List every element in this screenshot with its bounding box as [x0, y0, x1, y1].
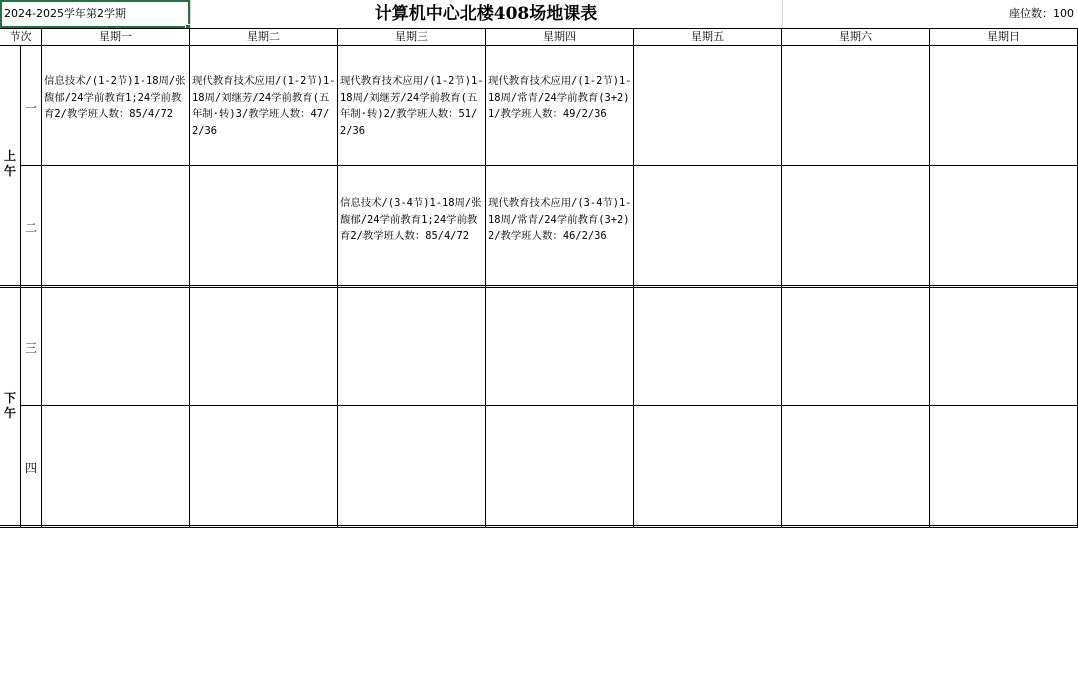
schedule-cell[interactable]	[42, 406, 189, 525]
schedule-cell[interactable]	[782, 166, 929, 285]
schedule-cell[interactable]	[190, 166, 337, 285]
schedule-cell[interactable]	[634, 46, 781, 165]
schedule-cell[interactable]: 现代教育技术应用/(1-2节)1-18周/刘继芳/24学前教育(五年制·转)2/教学班人数：51/2/36	[340, 75, 484, 137]
schedule-cell[interactable]	[338, 406, 485, 525]
schedule-cell[interactable]	[782, 406, 929, 525]
schedule-cell[interactable]: 现代教育技术应用/(1-2节)1-18周/刘继芳/24学前教育(五年制·转)3/教学班人数：47/2/36	[192, 75, 336, 137]
schedule-cell[interactable]	[930, 288, 1077, 407]
period-label-4: 四	[24, 461, 37, 475]
schedule-cell[interactable]	[930, 166, 1077, 285]
afternoon-label	[2, 391, 18, 421]
seat-count-label: 座位数：	[1009, 7, 1053, 20]
period-label-3: 三	[24, 341, 37, 355]
schedule-cell[interactable]	[782, 288, 929, 407]
schedule-cell[interactable]	[486, 406, 633, 525]
schedule-cell[interactable]	[42, 166, 189, 285]
period-label-2: 二	[24, 221, 37, 235]
day-header-1: 星期一	[99, 30, 132, 43]
morning-char-1: 上	[3, 149, 16, 163]
morning-char-2: 午	[3, 164, 16, 178]
day-header-5: 星期五	[691, 30, 724, 43]
afternoon-char-1: 下	[3, 391, 16, 405]
schedule-cell[interactable]	[190, 406, 337, 525]
schedule-cell[interactable]	[486, 288, 633, 407]
seat-count	[782, 0, 1076, 28]
schedule-cell[interactable]	[42, 288, 189, 407]
schedule-cell[interactable]: 现代教育技术应用/(3-4节)1-18周/常青/24学前教育(3+2)2/教学班人数：46/2/36	[488, 197, 632, 242]
schedule-cell[interactable]	[634, 406, 781, 525]
period-column-header: 节次	[9, 30, 32, 43]
schedule-cell[interactable]: 现代教育技术应用/(1-2节)1-18周/常青/24学前教育(3+2)1/教学班人数：49/2/36	[488, 75, 632, 120]
schedule-cell[interactable]	[782, 46, 929, 165]
day-header-3: 星期三	[395, 30, 428, 43]
schedule-cell[interactable]: 信息技术/(1-2节)1-18周/张馥郁/24学前教育1;24学前教育2/教学班人数：85/4/72	[44, 75, 186, 120]
day-header-4: 星期四	[543, 30, 576, 43]
schedule-cell[interactable]: 信息技术/(3-4节)1-18周/张馥郁/24学前教育1;24学前教育2/教学班人数：85/4/72	[340, 197, 482, 242]
day-header-7: 星期日	[987, 30, 1020, 43]
term-label-cell[interactable]: 2024-2025学年第2学期	[0, 0, 190, 28]
page-title: 计算机中心北楼408场地课表	[374, 4, 598, 24]
seat-count-value: 100	[1053, 7, 1074, 20]
period-label-1: 一	[24, 101, 37, 115]
schedule-cell[interactable]	[930, 406, 1077, 525]
schedule-cell[interactable]	[190, 288, 337, 407]
schedule-cell[interactable]	[338, 288, 485, 407]
schedule-cell[interactable]	[634, 166, 781, 285]
schedule-cell[interactable]	[930, 46, 1077, 165]
day-header-6: 星期六	[839, 30, 872, 43]
schedule-cell[interactable]	[634, 288, 781, 407]
morning-label	[2, 149, 18, 179]
afternoon-char-2: 午	[3, 406, 16, 420]
day-header-2: 星期二	[247, 30, 280, 43]
